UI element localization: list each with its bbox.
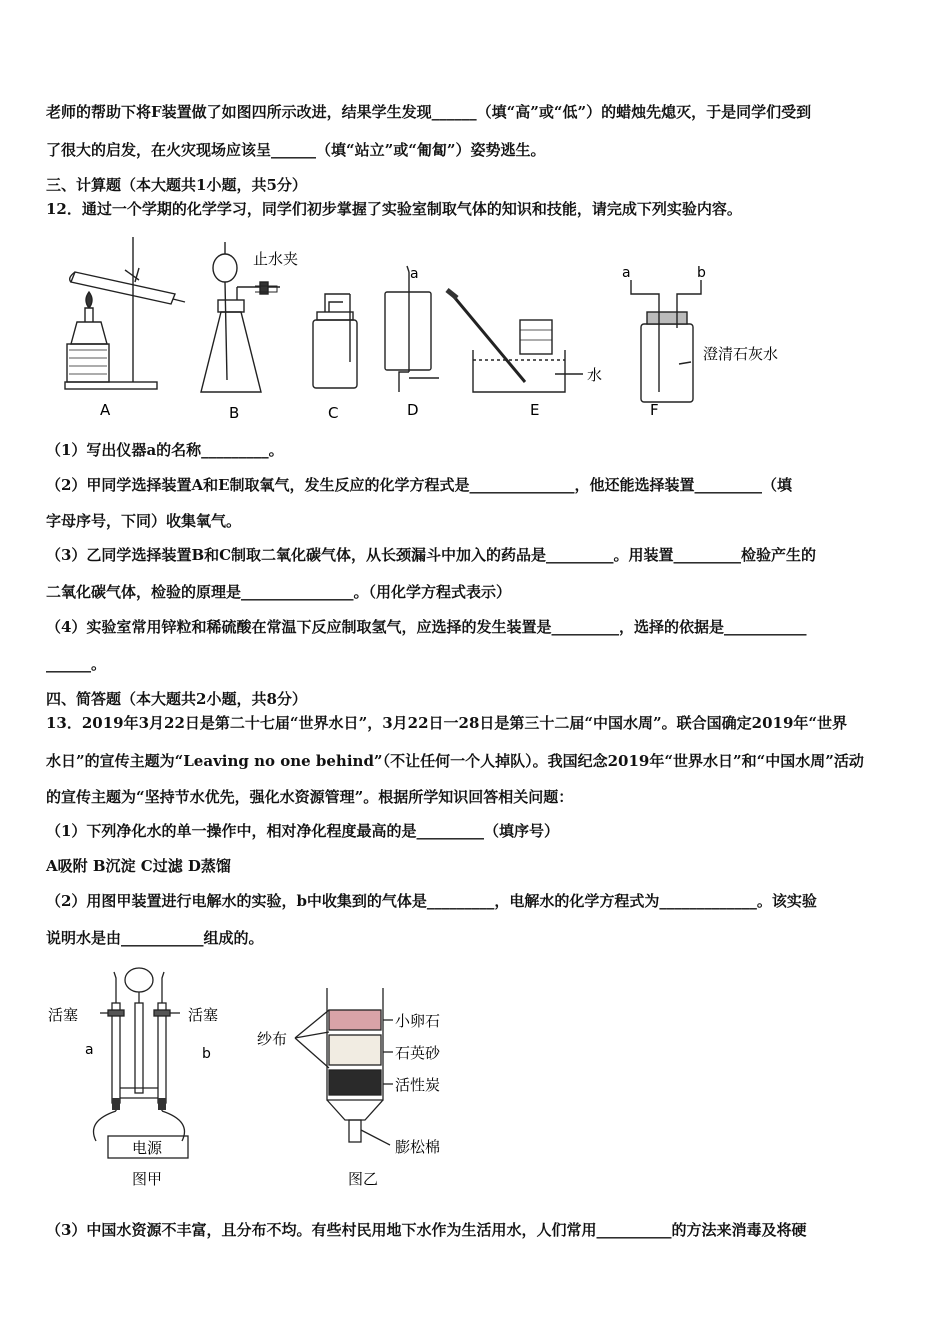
stopcock-left-label: 活塞 [48,1006,79,1024]
label-B: B [229,404,240,422]
figure-jia-caption: 图甲 [132,1170,163,1188]
question-13-part-1: （1）下列净化水的单一操作中，相对净化程度最高的是_________（填序号） [46,822,559,840]
section-3-heading: 三、计算题（本大题共1小题，共5分） [46,176,307,194]
question-13-stem-3: 的宣传主题为“坚持节水优先，强化水资源管理”。根据所学知识回答相关问题： [46,788,574,806]
figure-yi-caption: 图乙 [348,1170,379,1188]
label-D: D [407,401,419,419]
water-label: 水 [587,366,603,384]
question-13-options: A吸附 B沉淀 C过滤 D蒸馏 [46,857,231,875]
question-12-stem: 12．通过一个学期的化学学习，同学们初步掌握了实验室制取气体的知识和技能，请完成下列实验内容。 [46,200,742,218]
label-a-electrolysis: a [85,1042,94,1058]
question-13-part-2b: 说明水是由___________组成的。 [46,929,264,947]
label-A: A [100,401,111,419]
label-C: C [328,404,339,422]
question-12-part-3b: 二氧化碳气体，检验的原理是_______________。（用化学方程式表示） [46,583,512,601]
question-12-part-2b: 字母序号，下同）收集氧气。 [46,512,242,530]
question-13-part-3: （3）中国水资源不丰富，且分布不均。有些村民用地下水作为生活用水，人们常用__________的方法来消毒及将硬 [46,1221,807,1239]
label-a-F: a [622,265,631,281]
label-E: E [530,401,540,419]
question-12-part-1: （1）写出仪器a的名称_________。 [46,441,284,459]
label-F: F [650,401,659,419]
limewater-label: 澄清石灰水 [703,345,779,363]
question-13-stem-2: 水日”的宣传主题为“Leaving no one behind”（不让任何一个人掉队）。我国纪念2019年“世界水日”和“中国水周”活动 [46,752,864,770]
question-13-part-2a: （2）用图甲装置进行电解水的实验，b中收集到的气体是_________，电解水的化学方程式为_____________。该实验 [46,892,817,910]
label-b-F: b [697,265,706,281]
text-line-2: 了很大的启发，在火灾现场应该呈______（填“站立”或“匍匐”）姿势逃生。 [46,141,546,159]
stopcock-right-label: 活塞 [188,1006,219,1024]
activated-carbon-label: 活性炭 [395,1076,441,1094]
question-12-part-4a: （4）实验室常用锌粒和稀硫酸在常温下反应制取氢气，应选择的发生装置是_________，选择的依据是___________ [46,618,807,636]
question-12-part-3a: （3）乙同学选择装置B和C制取二氧化碳气体，从长颈漏斗中加入的药品是_________。用装置_________检验产生的 [46,546,817,564]
pebbles-label: 小卵石 [395,1012,441,1030]
question-13-stem-1: 13．2019年3月22日是第二十七届“世界水日”，3月22日一28日是第三十二届“中国水周”。联合国确定2019年“世界 [46,714,848,732]
label-b-electrolysis: b [202,1046,211,1062]
quartz-sand-label: 石英砂 [395,1044,441,1062]
electrolysis-figure [40,958,240,1193]
cotton-label: 膨松棉 [395,1138,441,1156]
gauze-label: 纱布 [257,1030,288,1048]
label-a-D: a [410,266,419,282]
power-supply-label: 电源 [132,1139,163,1157]
section-4-heading: 四、简答题（本大题共2小题，共8分） [46,690,307,708]
stop-clamp-label: 止水夹 [253,250,299,268]
apparatus-figure [55,232,815,432]
water-filter-figure [255,980,485,1195]
question-12-part-4b: ______。 [46,655,107,673]
question-12-part-2a: （2）甲同学选择装置A和E制取氧气，发生反应的化学方程式是______________，他还能选择装置_________（填 [46,476,793,494]
text-line-1: 老师的帮助下将F装置做了如图四所示改进，结果学生发现______（填“高”或“低”）的蜡烛先熄灭，于是同学们受到 [46,103,812,121]
